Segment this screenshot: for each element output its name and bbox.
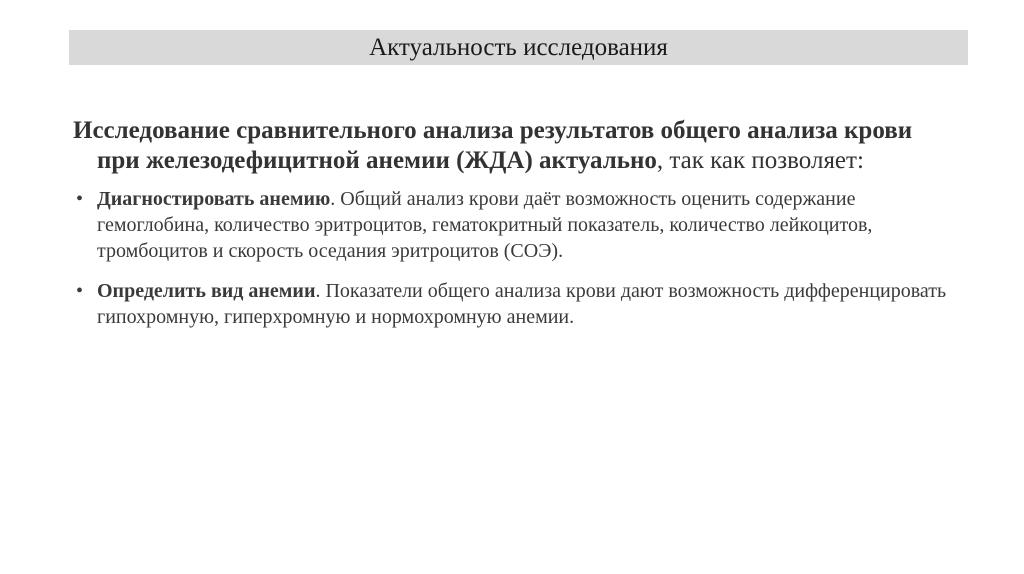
bullet-marker: • [76,280,84,302]
bullet-marker: • [76,188,84,210]
title-bar [69,30,968,65]
bullet-list [73,186,953,330]
bullet-item-diagnose [73,186,953,264]
bullet-bold-text: Определить вид анемии [97,280,316,302]
bullet-body-text: . Общий анализ крови даёт возможность оценить содержание гемоглобина, количество эритроцитов, гематокритный показатель, количество лейкоцитов, тромбоцитов и скорость оседания эритроцитов (СОЭ). [97,188,873,262]
slide-title: Актуальность исследования [369,34,668,61]
bullet-bold-text: Диагностировать анемию [97,188,331,210]
bullet-body-text: . Показатели общего анализа крови дают возможность дифференцировать гипохромную, гиперхромную и нормохромную анемии. [97,280,947,328]
intro-paragraph [73,116,953,176]
intro-rest-text: , так как позволяет: [656,147,864,174]
slide-content [73,116,953,344]
intro-bold-text: Исследование сравнительного анализа результатов общего анализа крови при железодефицитной анемии (ЖДА) актуально [73,117,913,174]
bullet-item-anemia-type [73,278,953,330]
